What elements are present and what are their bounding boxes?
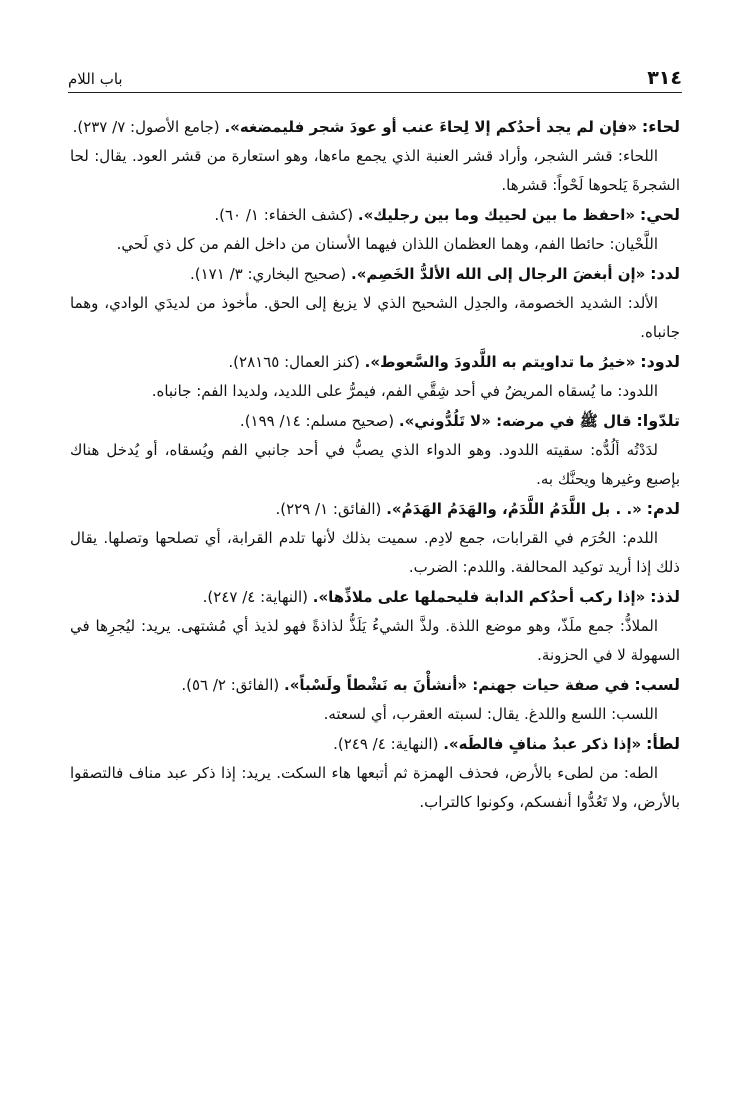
hadith-quote: في صفة حيات جهنم: «أنشأْنَ به نَشْطاً ولَسْباً». bbox=[284, 676, 630, 694]
headword: لحاء: bbox=[641, 117, 680, 136]
definition: اللدم: الحُرَم في القرابات، جمع لادِم. سميت بذلك لأنها تلدم القرابة، أي تصلحها وتصلها. يقال ذلك إذا أريد توكيد المحالفة. واللدم: الضرب. bbox=[70, 529, 680, 576]
headword: لحي: bbox=[639, 205, 680, 224]
definition: اللسب: اللسع واللدغ. يقال: لسبته العقرب، أي لسعته. bbox=[323, 705, 658, 723]
hadith-quote: «إن أبغضَ الرجال إلى الله الألدُّ الخَصِم». bbox=[351, 265, 646, 283]
entry bbox=[70, 259, 680, 347]
definition: اللدود: ما يُسقاه المريضُ في أحد شِقَّي الفم، فيمرُّ على اللديد، ولديدا الفم: جانباه. bbox=[151, 382, 658, 400]
hadith-quote: «إذا ركب أحدُكم الدابة فليحملها على ملاذِّها». bbox=[312, 588, 646, 606]
source-citation: (النهاية: ٤/ ٢٤٧). bbox=[202, 588, 308, 606]
entry bbox=[70, 582, 680, 670]
source-citation: (جامع الأصول: ٧/ ٢٣٧). bbox=[72, 118, 220, 136]
entry bbox=[70, 406, 680, 494]
hadith-quote: «خيرُ ما تداويتم به اللَّدودَ والسَّعوط». bbox=[364, 353, 636, 371]
definition: اللحاء: قشر الشجر، وأراد قشر العنبة الذي يجمع ماءها، وهو استعارة من قشر العود. يقال: لحا الشجرةَ يَلحوها لَحْواً: قشرها. bbox=[70, 147, 680, 194]
entry bbox=[70, 729, 680, 817]
entry-heading bbox=[70, 406, 680, 436]
source-citation: (الفائق: ٢/ ٥٦). bbox=[181, 676, 280, 694]
definition: الملاذُّ: جمع ملَذّ، وهو موضع اللذة. ولذَّ الشيءُ يَلَذُّ لذاذةً فهو لذيذ أي مُشتهى. يريد: ليُجرِها في السهولة لا في الحزونة. bbox=[70, 617, 680, 664]
entry-heading bbox=[70, 347, 680, 377]
definition: الطه: من لطىء بالأرض، فحذف الهمزة ثم أتبعها هاء السكت. يريد: إذا ذكر عبد مناف فالتصقوا بالأرض، ولا تَعُدُّوا أنفسكم، وكونوا كالتراب. bbox=[70, 764, 680, 811]
headword: لدد: bbox=[650, 264, 680, 283]
headword: لسب: bbox=[634, 675, 680, 694]
source-citation: (الفائق: ١/ ٢٢٩). bbox=[275, 500, 382, 518]
page-header bbox=[68, 62, 682, 93]
entry-heading bbox=[70, 582, 680, 612]
entry bbox=[70, 200, 680, 259]
headword: لذذ: bbox=[650, 587, 680, 606]
entry bbox=[70, 670, 680, 729]
entry-heading bbox=[70, 494, 680, 524]
headword: لطأ: bbox=[646, 734, 680, 753]
source-citation: (صحيح مسلم: ١٤/ ١٩٩). bbox=[239, 412, 395, 430]
source-citation: (صحيح البخاري: ٣/ ١٧١). bbox=[190, 265, 347, 283]
entry-heading bbox=[70, 200, 680, 230]
headword: تلدّوا: bbox=[636, 411, 680, 430]
definition: لدَدْتُه ألُدُّه: سقيته اللدود. وهو الدواء الذي يصبُّ في أحد جانبي الفم ويُسقاه، أو يُدخل هناك بإصبع وغيرها ويحنَّك به. bbox=[70, 441, 680, 488]
entry-heading bbox=[70, 259, 680, 289]
hadith-quote: قال ﷺ في مرضه: «لا تَلُدُّوني». bbox=[398, 412, 632, 430]
running-title: باب اللام bbox=[68, 70, 123, 88]
entry bbox=[70, 494, 680, 582]
source-citation: (كشف الخفاء: ١/ ٦٠). bbox=[214, 206, 354, 224]
definition: الألد: الشديد الخصومة، والجدِل الشحيح الذي لا يزيغ إلى الحق. مأخوذ من لديدَي الوادي، وهما جانباه. bbox=[70, 294, 680, 341]
hadith-quote: «. . بل اللَّدَمُ اللَّدَمُ، والهَدَمُ الهَدَمُ». bbox=[386, 500, 642, 518]
hadith-quote: «إذا ذكر عبدُ منافٍ فالطَه». bbox=[443, 735, 642, 753]
entry-heading bbox=[70, 729, 680, 759]
page-number: ٣١٤ bbox=[647, 67, 682, 89]
dictionary-entries bbox=[70, 112, 680, 817]
entry bbox=[70, 112, 680, 200]
definition: اللَّحْيان: حائطا الفم، وهما العظمان اللذان فيهما الأسنان من داخل الفم من كل ذي لَحي. bbox=[116, 235, 658, 253]
source-citation: (النهاية: ٤/ ٢٤٩). bbox=[333, 735, 439, 753]
entry bbox=[70, 347, 680, 406]
hadith-quote: «احفظ ما بين لحييك وما بين رجليك». bbox=[357, 206, 636, 224]
headword: لدم: bbox=[646, 499, 680, 518]
source-citation: (كنز العمال: ٢٨١٦٥). bbox=[228, 353, 360, 371]
headword: لدود: bbox=[640, 352, 680, 371]
entry-heading bbox=[70, 670, 680, 700]
hadith-quote: «فإن لم يجد أحدُكم إلا لِحاءَ عنب أو عودَ شجر فليمضغه». bbox=[224, 118, 638, 136]
entry-heading bbox=[70, 112, 680, 142]
